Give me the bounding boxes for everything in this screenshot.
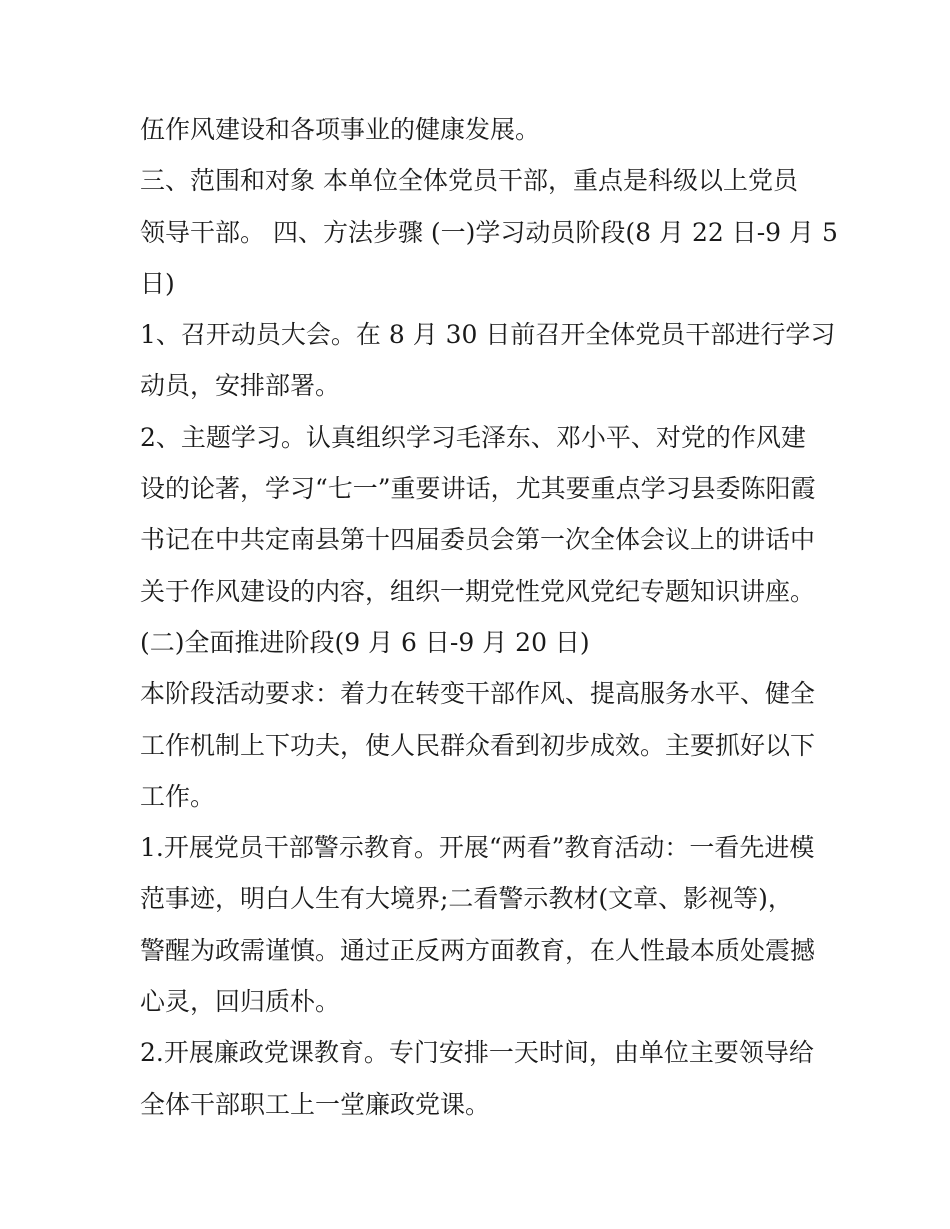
- text-line: 全体干部职工上一堂廉政党课。: [140, 1089, 491, 1119]
- text-line: 1、召开动员大会。在 8 月 30 日前召开全体党员干部进行学习: [140, 320, 836, 350]
- text-line: 关于作风建设的内容，组织一期党性党风党纪专题知识讲座。: [140, 576, 816, 606]
- text-line: 工作。: [140, 781, 216, 811]
- text-line: 伍作风建设和各项事业的健康发展。: [140, 115, 541, 144]
- document-body: [140, 104, 838, 1130]
- text-line: 设的论著，学习“七一”重要讲话，尤其要重点学习县委陈阳霞: [140, 474, 816, 504]
- text-line: (二)全面推进阶段(9 月 6 日-9 月 20 日): [140, 627, 590, 657]
- text-line: 工作机制上下功夫，使人民群众看到初步成效。主要抓好以下: [140, 730, 816, 760]
- text-line: 本阶段活动要求：着力在转变干部作风、提高服务水平、健全: [140, 679, 816, 709]
- text-line: 动员，安排部署。: [140, 371, 341, 401]
- text-line: 2、主题学习。认真组织学习毛泽东、邓小平、对党的作风建: [140, 422, 806, 452]
- text-line: 领导干部。 四、方法步骤 (一)学习动员阶段(8 月 22 日-9 月 5: [140, 217, 838, 247]
- text-line: 2.开展廉政党课教育。专门安排一天时间，由单位主要领导给: [140, 1038, 814, 1068]
- text-line: 书记在中共定南县第十四届委员会第一次全体会议上的讲话中: [140, 525, 816, 555]
- text-line: 范事迹，明白人生有大境界;二看警示教材(文章、影视等)，: [140, 884, 793, 914]
- text-line: 心灵，回归质朴。: [140, 987, 341, 1017]
- text-line: 警醒为政需谨慎。通过正反两方面教育，在人性最本质处震撼: [140, 935, 816, 965]
- text-line: 日): [140, 268, 175, 298]
- text-line: 三、范围和对象 本单位全体党员干部，重点是科级以上党员: [140, 166, 798, 196]
- text-line: 1.开展党员干部警示教育。开展“两看”教育活动：一看先进模: [140, 833, 815, 863]
